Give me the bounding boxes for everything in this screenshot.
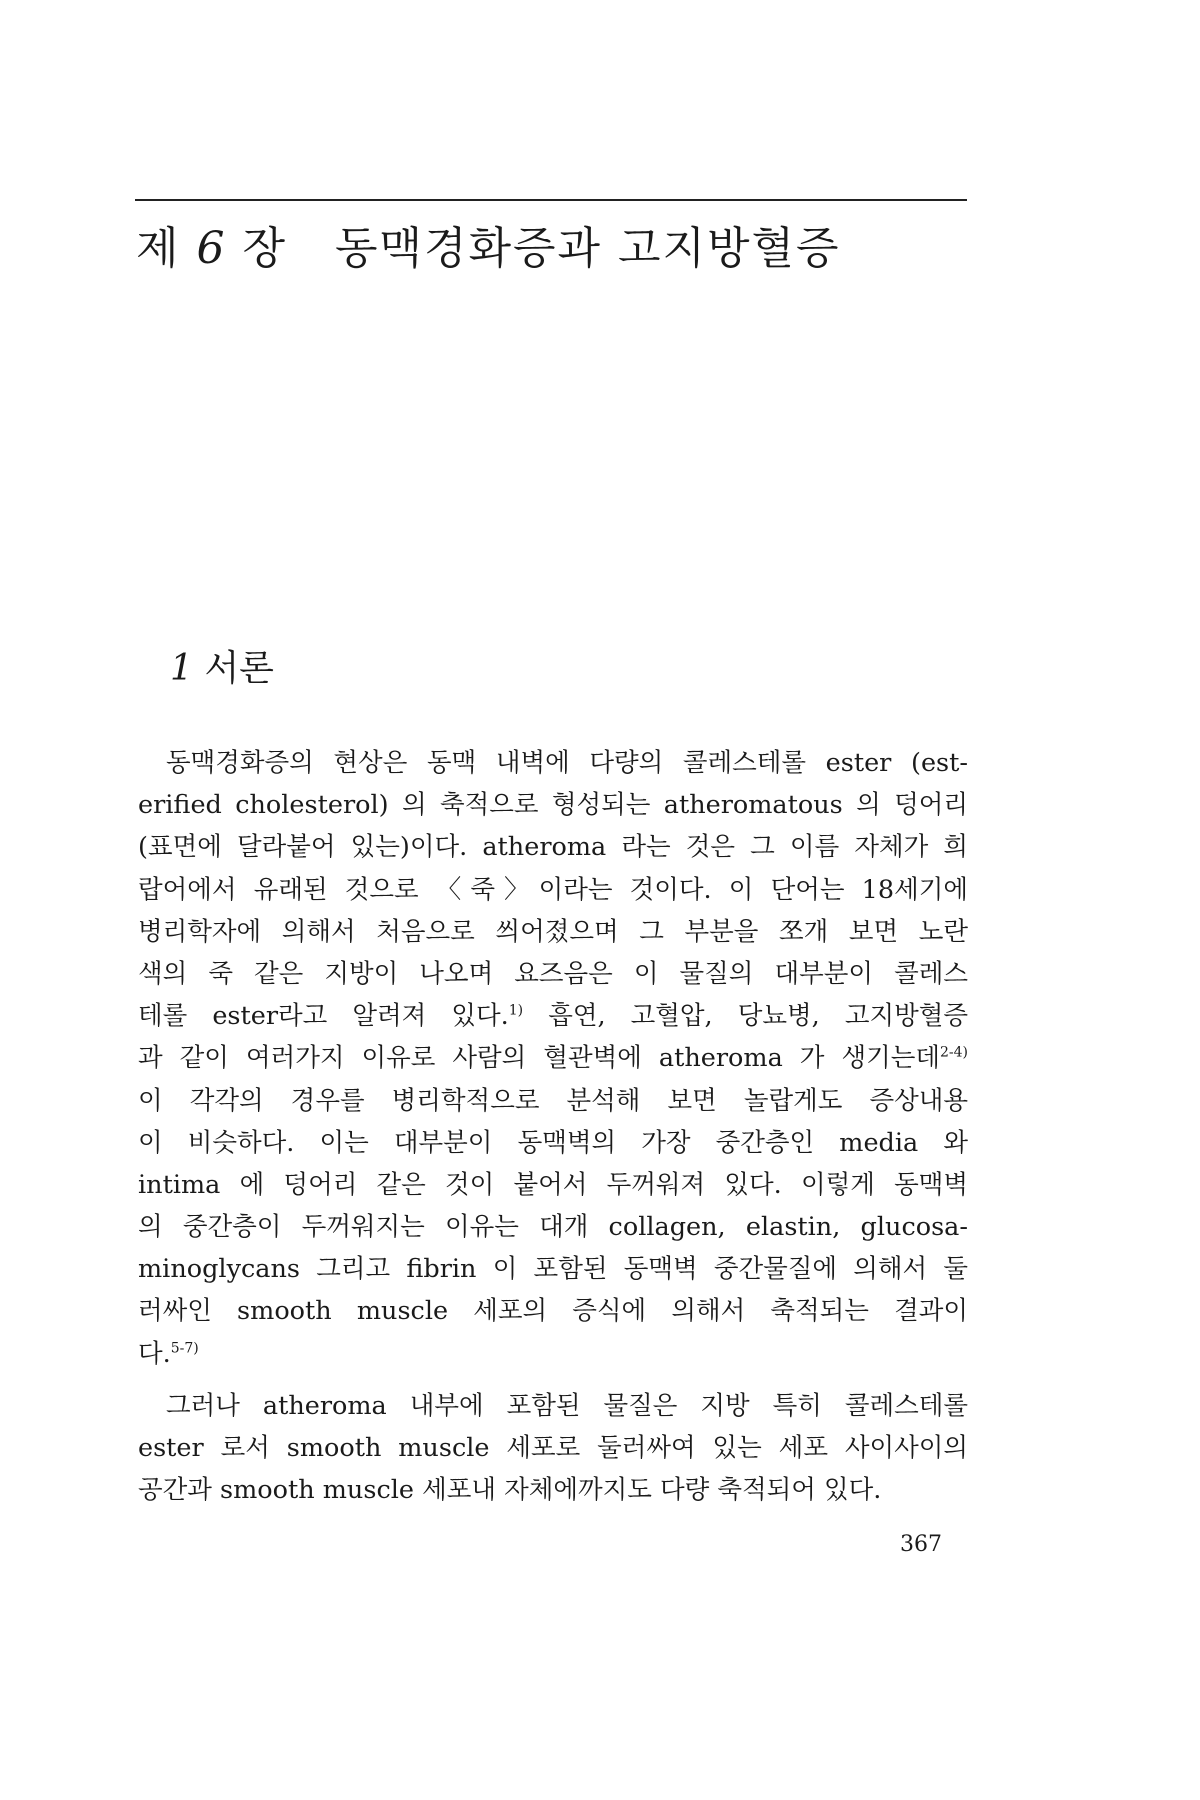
text-line <box>138 995 968 1037</box>
citation-sup: 1) <box>508 1002 524 1019</box>
line-text: 색의 죽 같은 지방이 나오며 요즈음은 이 물질의 대부분이 콜레스 <box>138 958 968 989</box>
citation-sup: 2-4) <box>939 1044 968 1061</box>
text-line <box>138 784 968 826</box>
line-text: 이 비슷하다. 이는 대부분이 동맥벽의 가장 중간층인 media 와 <box>138 1127 968 1158</box>
line-text: erified cholesterol) 의 축적으로 형성되는 atheromatous 의 덩어리 <box>138 790 968 821</box>
text-line <box>138 1080 968 1122</box>
line-text: 테롤 ester라고 알려져 있다. <box>138 1001 509 1032</box>
text-line <box>138 953 968 995</box>
line-text: intima 에 덩어리 같은 것이 붙어서 두꺼워져 있다. 이렇게 동맥벽 <box>138 1169 968 1200</box>
chapter-title <box>136 212 841 276</box>
line-text: 다. <box>138 1338 171 1369</box>
text-line <box>138 1248 968 1290</box>
section-number: 1 <box>170 648 193 689</box>
text-line <box>138 1164 968 1206</box>
line-text: 랍어에서 유래된 것으로 〈죽〉이라는 것이다. 이 단어는 18세기에 <box>138 874 968 905</box>
text-line <box>138 1122 968 1164</box>
page-number: 367 <box>900 1532 942 1557</box>
section-title: 서론 <box>204 648 274 689</box>
chapter-title-text: 동맥경화증과 고지방혈증 <box>335 223 841 274</box>
citation-sup: 5-7) <box>170 1340 199 1357</box>
text-line <box>138 869 968 911</box>
text-line <box>138 911 968 953</box>
text-line <box>138 1290 968 1332</box>
text-line <box>138 826 968 868</box>
line-text: ester 로서 smooth muscle 세포로 둘러싸여 있는 세포 사이사이의 <box>138 1433 968 1463</box>
text-line <box>138 1427 968 1469</box>
chapter-label-suffix: 장 <box>242 223 288 274</box>
section-heading <box>170 640 274 691</box>
text-line <box>138 1333 968 1375</box>
body-text <box>138 742 968 1511</box>
chapter-label-prefix: 제 <box>136 223 181 274</box>
text-line <box>138 742 968 784</box>
paragraph-1 <box>138 742 968 1375</box>
chapter-top-rule <box>135 199 967 201</box>
paragraph-2 <box>138 1385 968 1512</box>
line-text: (표면에 달라붙어 있는)이다. atheroma 라는 것은 그 이름 자체가 희 <box>138 832 968 863</box>
line-text: 그러나 atheroma 내부에 포함된 물질은 지방 특히 콜레스테롤 <box>166 1390 968 1421</box>
text-line <box>138 1385 968 1427</box>
text-line <box>138 1469 968 1511</box>
line-text: 병리학자에 의해서 처음으로 씌어졌으며 그 부분을 쪼개 보면 노란 <box>138 916 968 947</box>
line-text: 동맥경화증의 현상은 동맥 내벽에 다량의 콜레스테롤 ester (est- <box>166 748 968 778</box>
text-line <box>138 1206 968 1248</box>
line-text: 공간과 smooth muscle 세포내 자체에까지도 다량 축적되어 있다. <box>138 1475 882 1506</box>
line-text: 과 같이 여러가지 이유로 사람의 혈관벽에 atheroma 가 생기는데 <box>138 1043 940 1074</box>
line-text: 이 각각의 경우를 병리학적으로 분석해 보면 놀랍게도 증상내용 <box>138 1085 968 1116</box>
chapter-number: 6 <box>196 223 227 274</box>
line-text-after: 흡연, 고혈압, 당뇨병, 고지방혈증 <box>523 1001 968 1032</box>
line-text: 러싸인 smooth muscle 세포의 증식에 의해서 축적되는 결과이 <box>138 1296 968 1327</box>
line-text: minoglycans 그리고 fibrin 이 포함된 동맥벽 중간물질에 의해서 둘 <box>138 1254 968 1285</box>
paragraph-gap <box>138 1375 968 1385</box>
line-text: 의 중간층이 두꺼워지는 이유는 대개 collagen, elastin, glucosa- <box>138 1212 968 1243</box>
text-line <box>138 1037 968 1079</box>
